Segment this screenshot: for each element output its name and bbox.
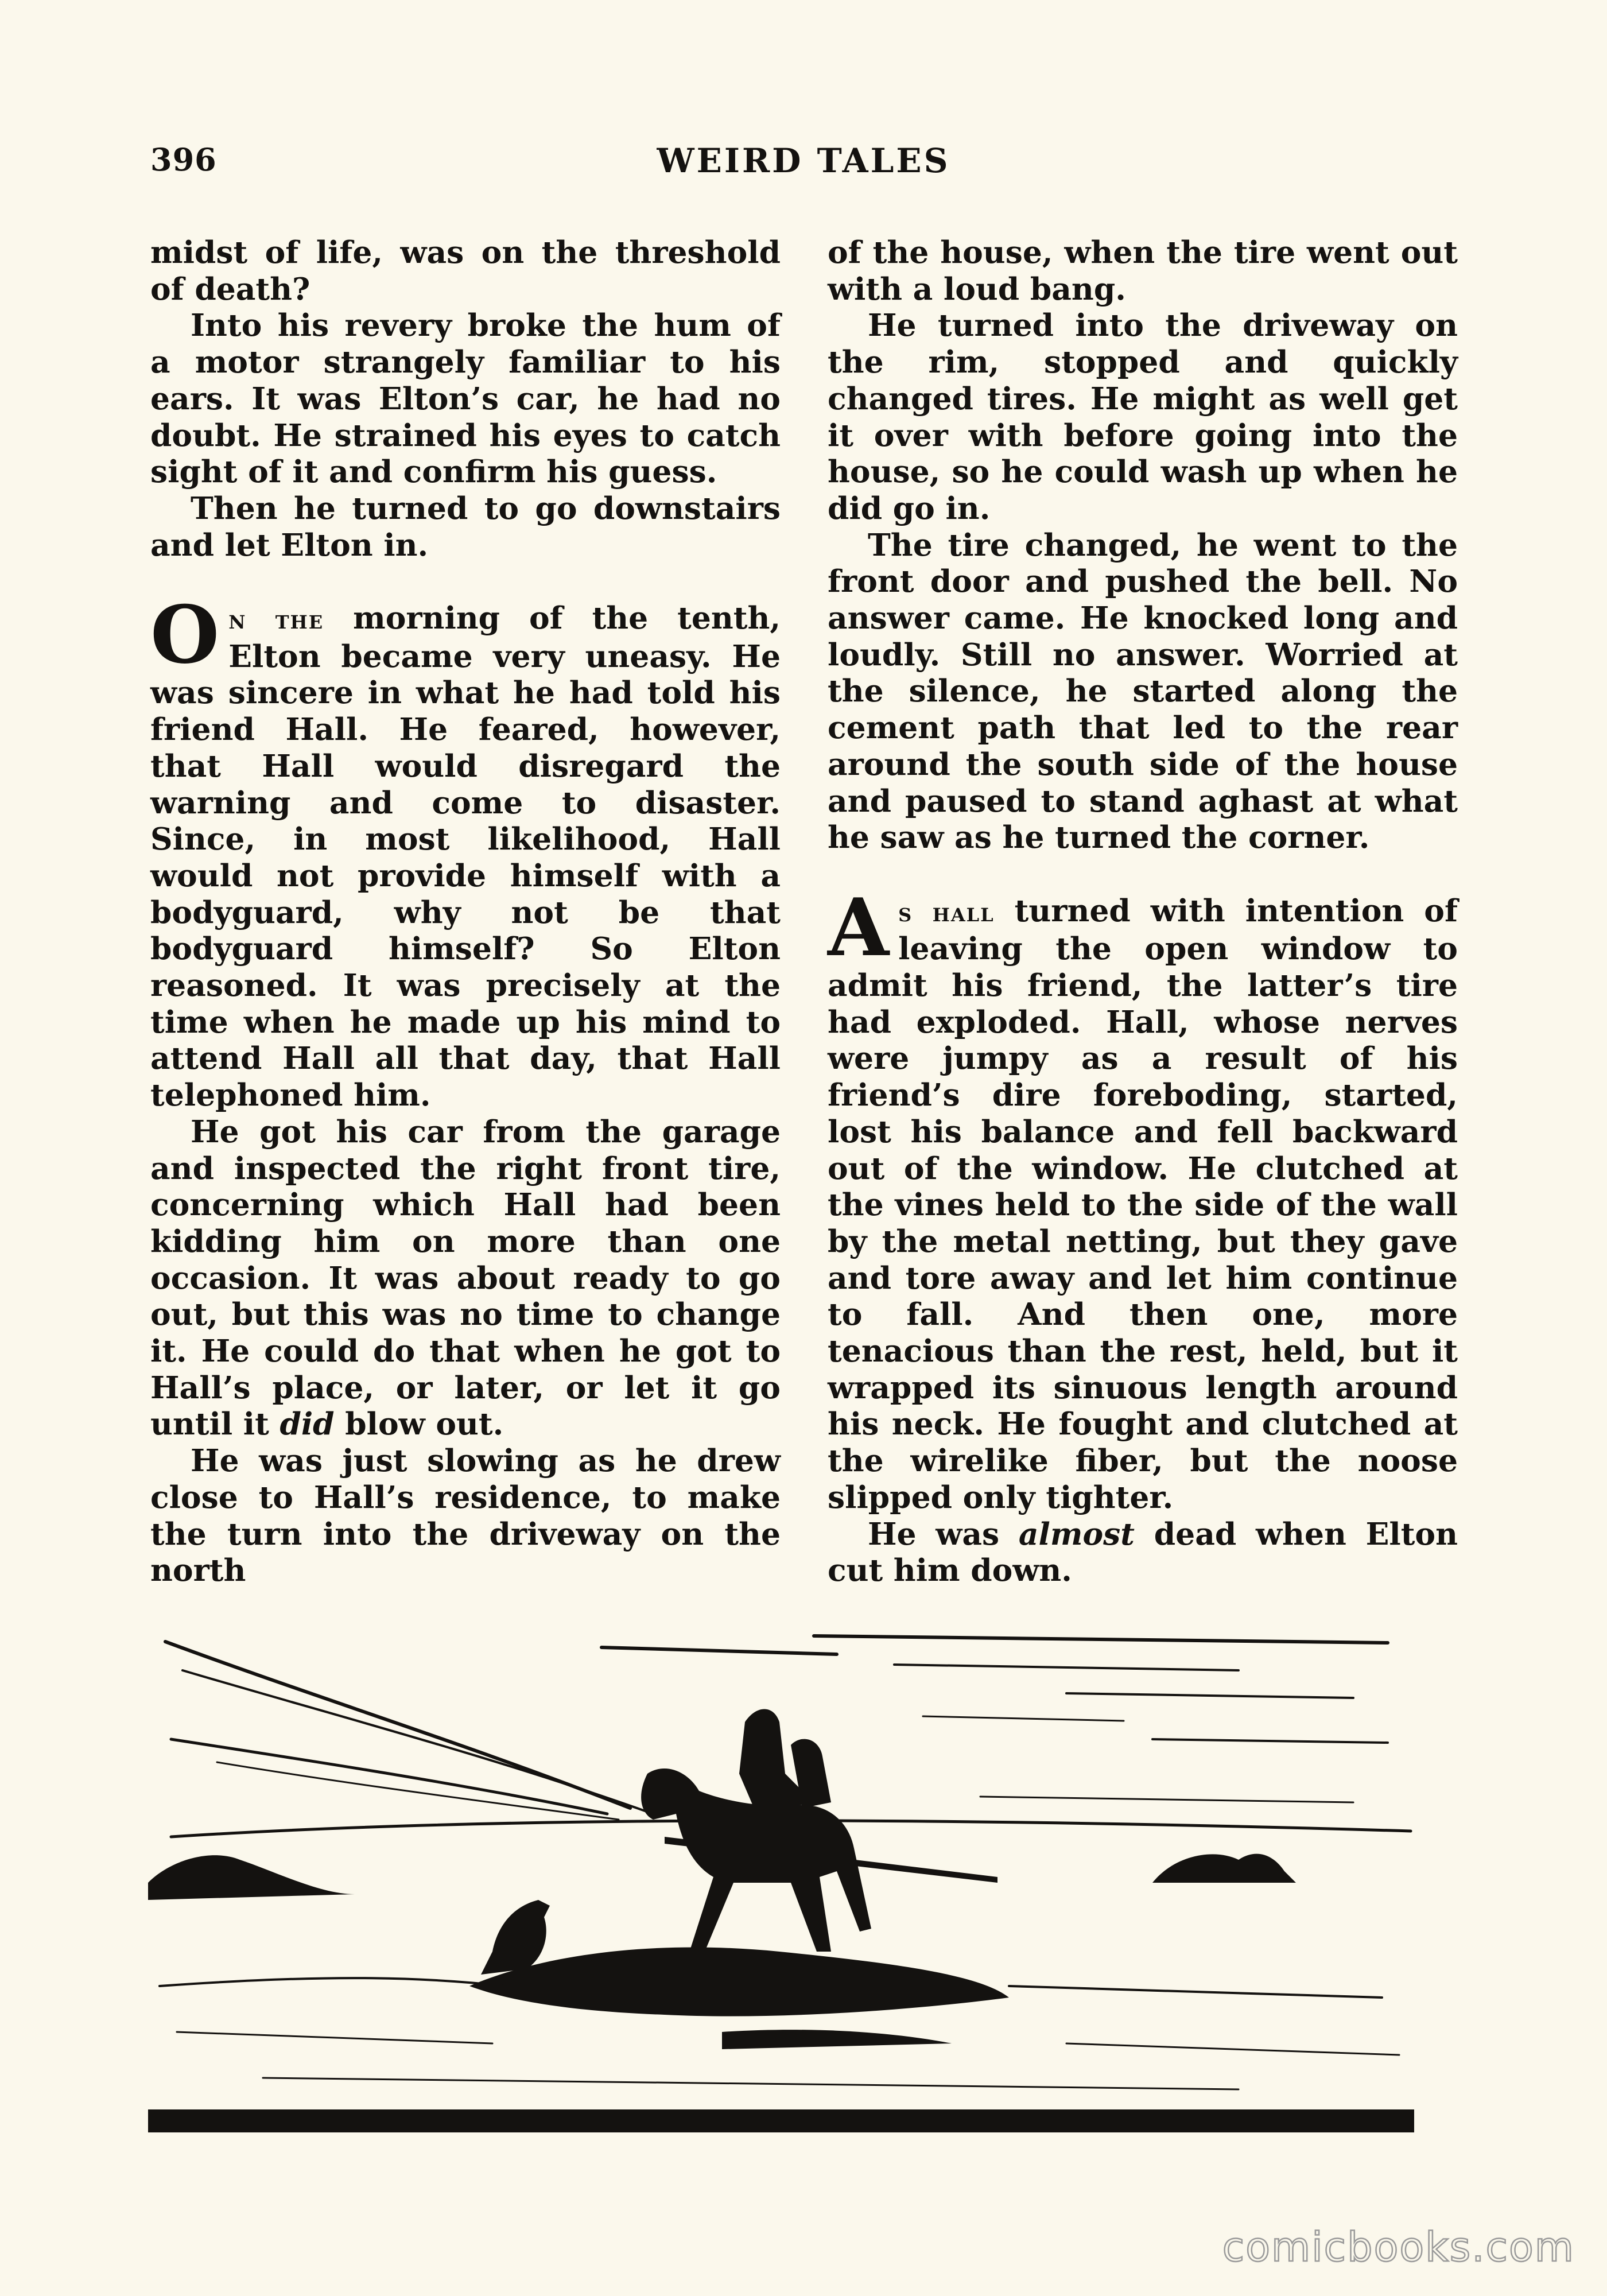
paragraph-text: He got his car from the garage and inspected the right front tire, concerning which Hall had been kidding him on more than one occasion. It was about ready to go out, but this was no time to change it. He could do that when he got to Hall’s place, or later, or let it go until it: [150, 1113, 781, 1442]
small-caps-lead: s hall: [898, 896, 995, 928]
paragraph-text: morning of the tenth, Elton became very uneasy. He was sincere in what he had told his friend Hall. He feared, however, that Hall would disregard the warning and come to disaster. Since, in most likelihood, Hall would not provide himself with a bodyguard, why not be that bodyguard himself? So Elton reasoned. It was precisely at the time when he made up his mind to attend Hall all that day, that Hall telephoned him.: [150, 600, 781, 1114]
small-caps-lead: n the: [228, 604, 324, 635]
paragraph: [150, 1114, 781, 1442]
paragraph: The tire changed, he went to the front door and pushed the bell. No answer came. He knocked long and loudly. Still no answer. Worried at the silence, he started along the cement path that led to the rear around the south side of the house and paused to stand aghast at what he saw as he turned the corner.: [828, 526, 1458, 856]
emphasis: almost: [1018, 1515, 1135, 1552]
paragraph: Then he turned to go downstairs and let Elton in.: [150, 490, 781, 563]
paragraph-text: dead when Elton cut him down.: [828, 1515, 1458, 1589]
emphasis: did: [280, 1406, 335, 1442]
paragraph: of the house, when the tire went out with a loud bang.: [828, 234, 1458, 307]
paragraph-text: turned with intention of leaving the open window to admit his friend, the latter’s tire had exploded. Hall, whose nerves were jumpy as a result of his friend’s dire foreboding, started, lost his balance and fell backward out of the window. He clutched at the vines held to the side of the wall by the metal netting, but they gave and tore away and let him continue to fall. And then one, more tenacious than the rest, held, but it wrapped its sinuous length around his neck. He fought and clutched at the wirelike fiber, but the noose slipped only tighter.: [828, 892, 1458, 1515]
section-start-paragraph: [150, 588, 781, 1114]
paragraph: [828, 1516, 1458, 1589]
left-column: [150, 234, 781, 1589]
paragraph: Into his revery broke the hum of a motor strangely familiar to his ears. It was Elton’s car, he had no doubt. He strained his eyes to catch sight of it and confirm his guess.: [150, 307, 781, 490]
running-header: [150, 141, 1457, 181]
journal-title: WEIRD TALES: [657, 141, 950, 180]
page-number: 396: [150, 141, 217, 178]
paragraph-text: He was: [868, 1515, 1019, 1552]
paragraph: He turned into the driveway on the rim, stopped and quickly changed tires. He might as well get it over with before going into the house, so he could wash up when he did go in.: [828, 307, 1458, 526]
drop-cap: A: [828, 880, 890, 974]
section-start-paragraph: [828, 880, 1458, 1516]
watermark: comicbooks.com: [1222, 2224, 1575, 2271]
right-column: [828, 234, 1458, 1589]
drop-cap: O: [150, 588, 220, 682]
paragraph: midst of life, was on the threshold of death?: [150, 234, 781, 307]
paragraph-text: blow out.: [334, 1406, 504, 1442]
paragraph: He was just slowing as he drew close to Hall’s residence, to make the turn into the driveway on the north: [150, 1442, 781, 1589]
horse-rider-silhouette-icon: [148, 1630, 1414, 2141]
